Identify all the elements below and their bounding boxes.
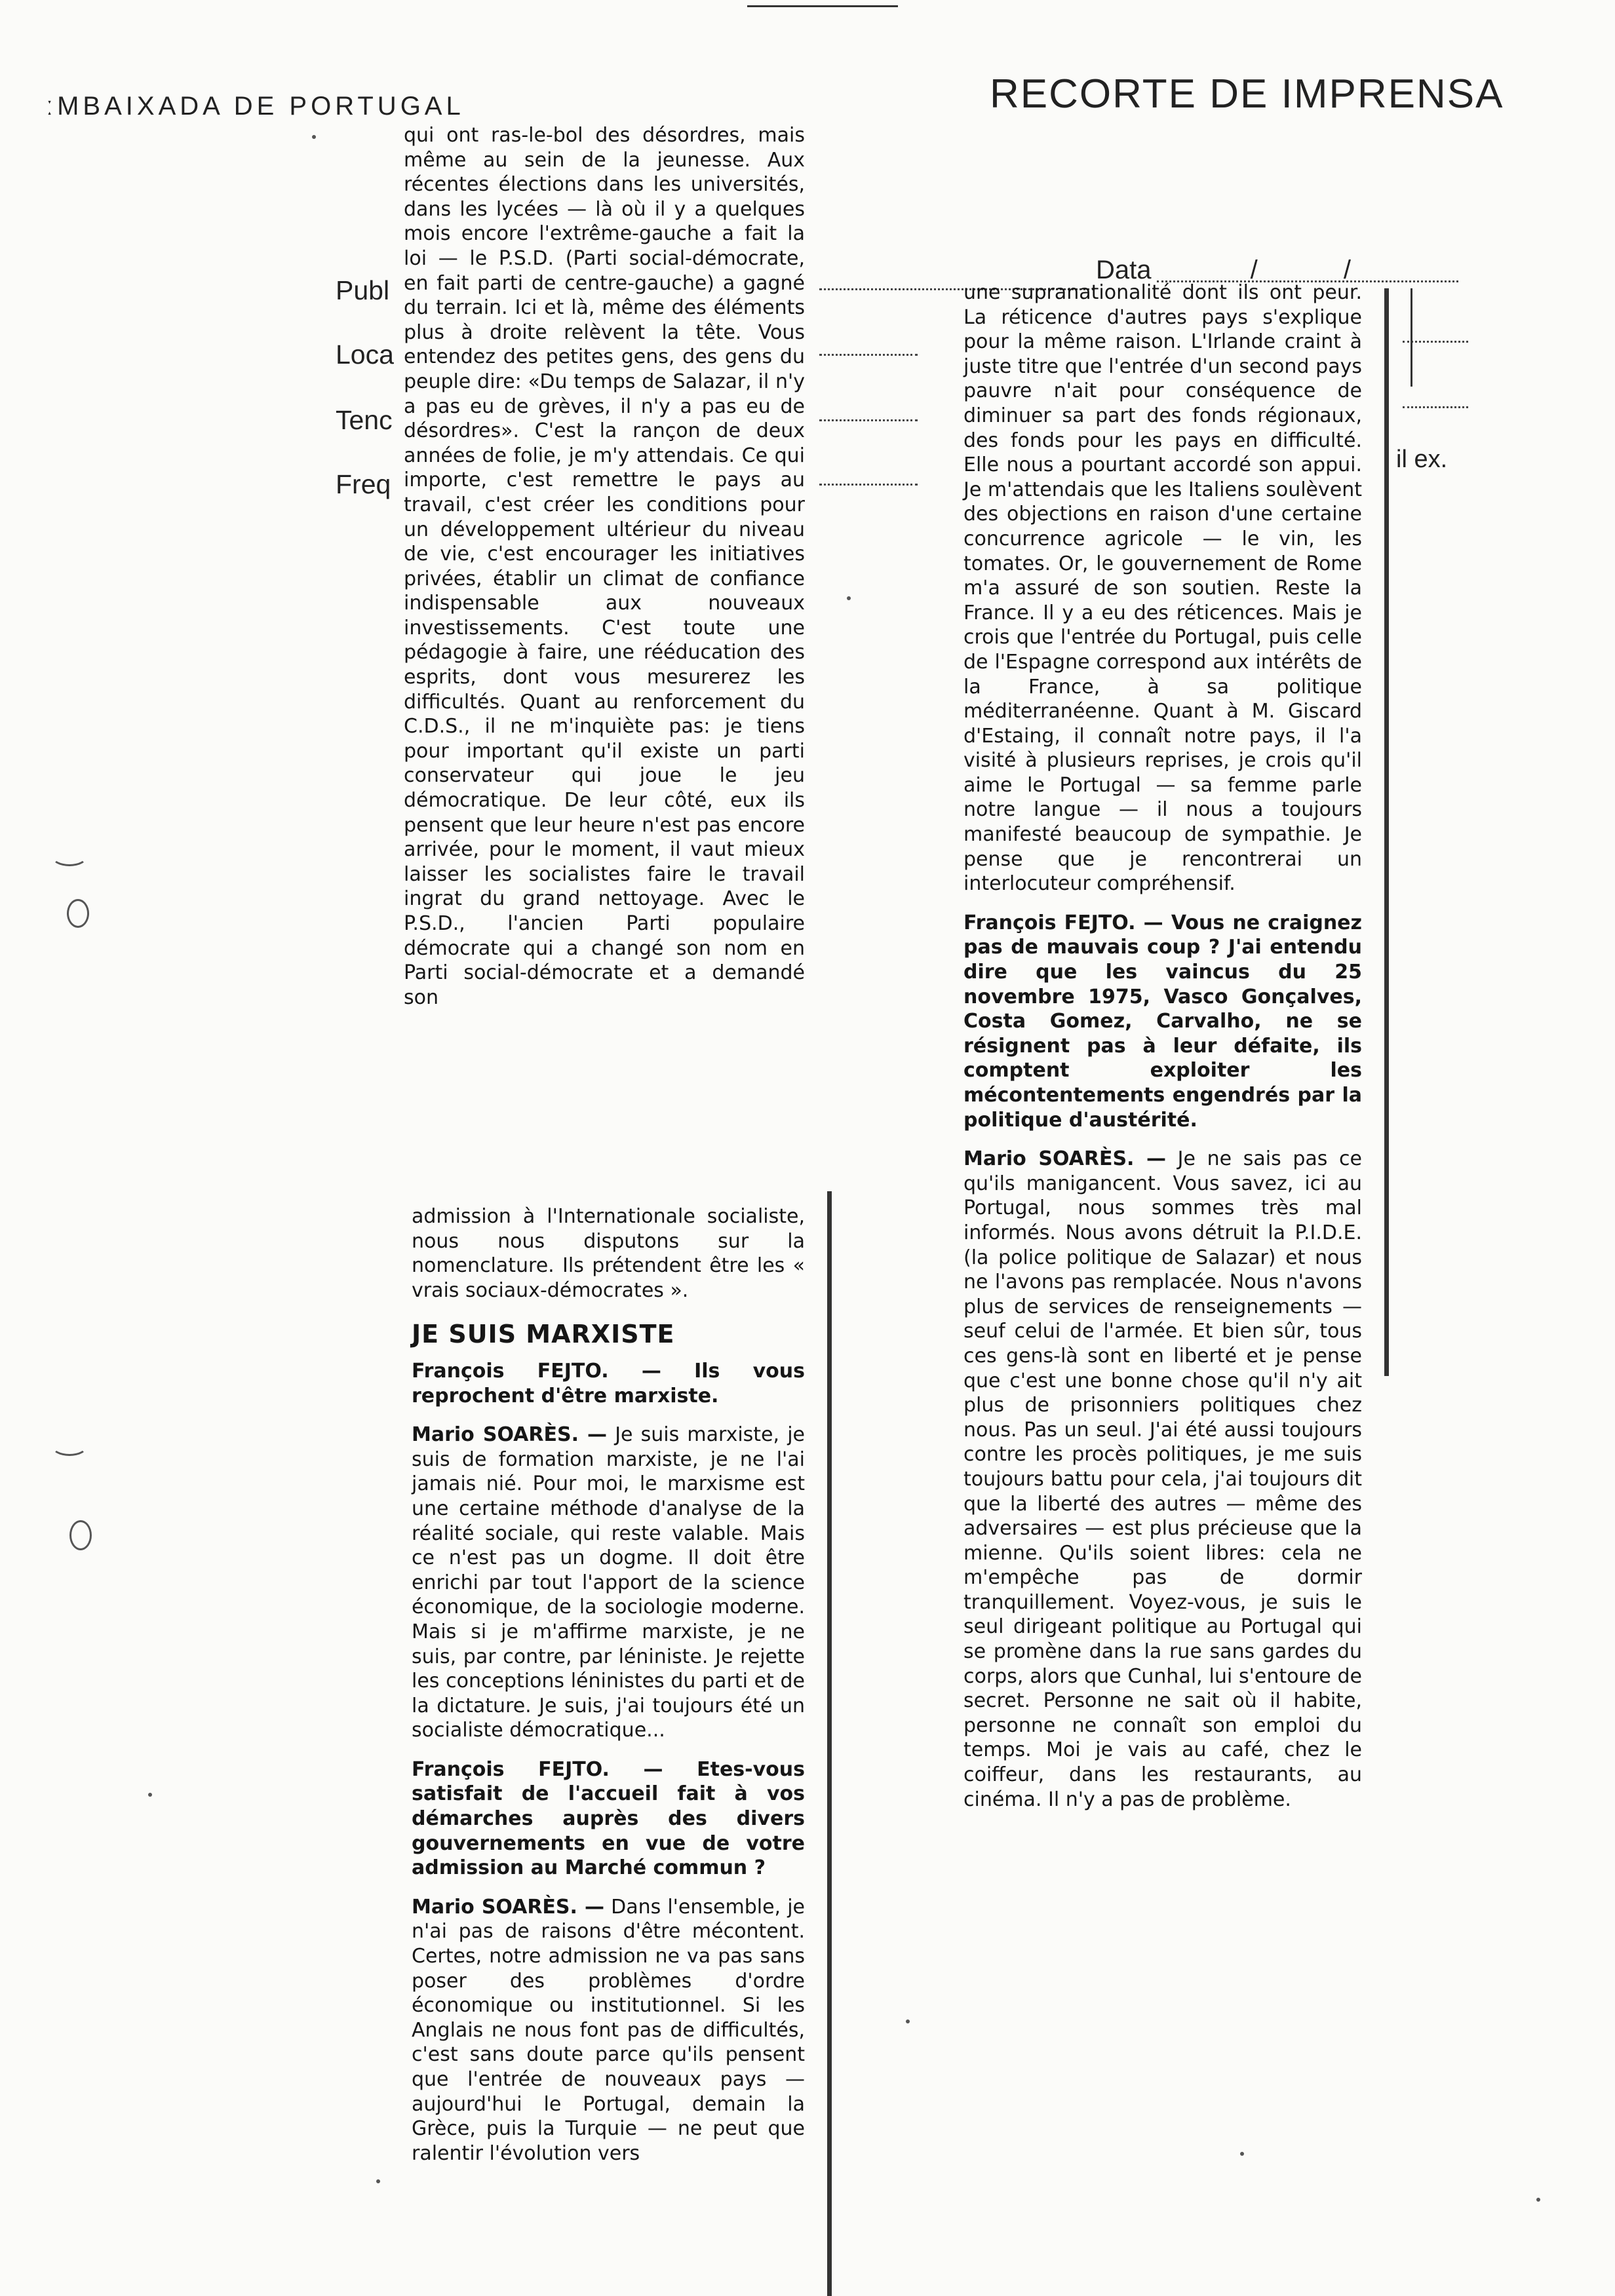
date-label-text: Data bbox=[1096, 256, 1152, 284]
form-label-publ: Publ bbox=[336, 275, 390, 305]
right-column bbox=[963, 280, 1362, 1812]
speck bbox=[847, 596, 851, 600]
article-paragraph: une supranationalité dont ils ont peur. La réticence d'autres pays s'explique pour la même raison. L'Irlande craint à juste titre que l'entrée d'un second pays pauvre n'ait pour conséquence de diminuer sa part des fonds régionaux, des fonds pour les pays en difficulté. Elle nous a pourtant accordé son appui. Je m'attendais que les Italiens soulèvent des objections en raison d'une certaine concurrence agricole — le vin, les tomates. Or, le gouvernement de Rome m'a assuré de son soutien. Reste la France. Il y a eu des réticences. Mais je crois que l'entrée du Portugal, puis celle de l'Espagne correspond aux intérêts de la France, à sa politique méditerranéenne. Quant à M. Giscard d'Estaing, il connaît notre pays, il l'a visité à plusieurs reprises, je crois qu'il aime le Portugal — sa femme parle notre langue — il nous a toujours manifesté beaucoup de sympathie. Je pense que je rencontrerai un interlocuteur compréhensif. bbox=[963, 281, 1362, 896]
speck bbox=[1536, 2198, 1540, 2202]
answer-text: Je suis marxiste, je suis de formation marxiste, je ne l'ai jamais nié. Pour moi, le marxisme est une certaine méthode d'analyse de la réalité sociale, qui reste valable. Mais ce n'est pas un dogme. Il doit être enrichi par tout l'apport de la science économique, de la sociologie moderne. Mais si je m'affirme marxiste, je ne suis, par contre, par léniniste. Je rejette les conceptions léninistes du parti et de la dictature. Je suis, j'ai toujours été un socialiste démocratique... bbox=[412, 1423, 805, 1742]
top-rule bbox=[747, 5, 898, 7]
speck bbox=[1240, 2152, 1244, 2156]
speaker-name: François FEJTO. — bbox=[412, 1359, 661, 1383]
speaker-name: François FEJTO. — bbox=[412, 1757, 663, 1781]
speaker-name: Mario SOARÈS. — bbox=[412, 1895, 604, 1919]
article-paragraph: admission à l'Internationale socialiste, nous nous disputons sur la nomenclature. Ils prétendent être les « vrais sociaux-démocrates ». bbox=[412, 1205, 805, 1302]
clipping-edge-mark bbox=[1411, 288, 1412, 387]
answer-text: Dans l'ensemble, je n'ai pas de raisons d'être mécontent. Certes, notre admission ne va pas sans poser des problèmes d'ordre économique ou institutionnel. Si les Anglais ne nous font pas de difficultés, c'est sans doute parce qu'ils pensent que l'entrée de nouveaux pays — aujourd'hui le Portugal, demain la Grèce, puis la Turquie — ne peut que ralentir l'évolution vers bbox=[412, 1895, 805, 2165]
left-column-lower bbox=[412, 1204, 805, 2166]
clipping-edge-left bbox=[827, 1191, 832, 2296]
left-column-upper bbox=[404, 123, 805, 1010]
section-heading: JE SUIS MARXISTE bbox=[412, 1320, 675, 1349]
tenc-dotted-line bbox=[819, 419, 918, 421]
press-clipping-header: RECORTE DE IMPRENSA bbox=[990, 71, 1504, 117]
speck bbox=[148, 1793, 152, 1797]
right-dotted-line-2 bbox=[1403, 406, 1468, 408]
answer-text: Je ne sais pas ce qu'ils manigancent. Vous savez, ici au Portugal, nous sommes très mal informés. Nous avons détruit la P.I.D.E. (la police politique de Salazar) et nous ne l'avons pas remplacée. Nous n'avons plus de services de renseignements — seuf celui de l'armée. Et bien sûr, tous ces gens-là sont en liberté et je pense que c'est une bonne chose qu'il n'y ait plus de prisonniers politiques chez nous. Pas un seul. J'ai été aussi toujours contre les procès politiques, je me suis toujours battu pour cela, j'ai toujours dit que la liberté des autres — même des adversaires — est plus précieuse que la mienne. Qu'ils soient libres: cela ne m'empêche pas de dormir tranquillement. Voyez-vous, je suis le seul dirigeant politique au Portugal qui se promène dans la rue sans gardes du corps, alors que Cunhal, lui s'entoure de secret. Personne ne sait où il habite, personne ne connaît son emploi du temps. Moi je vais au café, chez le coiffeur, dans les restaurants, au cinéma. Il n'y a pas de problème. bbox=[963, 1147, 1363, 1811]
speaker-name: Mario SOARÈS. — bbox=[412, 1423, 608, 1447]
right-dotted-line-1 bbox=[1403, 341, 1468, 343]
interview-answer bbox=[412, 1895, 805, 2166]
speaker-name: Mario SOARÈS. — bbox=[963, 1147, 1167, 1171]
punch-hole-mark bbox=[51, 845, 88, 866]
article-paragraph: qui ont ras-le-bol des désordres, mais même au sein de la jeunesse. Aux récentes élections dans les universités, dans les lycées — là où il y a quelques mois encore l'extrême-gauche a fait la loi — le P.S.D. (Parti social-démocrate, en fait parti de centre-gauche) a gagné du terrain. Ici et là, même des éléments plus à droite relèvent la tête. Vous entendez des petites gens, des gens du peuple dire: «Du temps de Salazar, il n'y a pas eu de grèves, il n'y a pas eu de désordres». C'est la rançon de deux années de folie, je m'y attendais. Ce qui importe, c'est remettre le pays au travail, c'est créer les conditions pour un développement ultérieur du niveau de vie, c'est encourager les initiatives privées, établir un climat de confiance indispensable aux nouveaux investissements. C'est toute une pédagogie à faire, une rééducation des esprits, dont vous mesurerez les difficultés. Quant au renforcement du C.D.S., il ne m'inquiète pas: je tiens pour important qu'il existe un parti conservateur qui joue le jeu démocratique. De leur côté, eux ils pensent que leur heure n'est pas encore arrivée, pour le moment, il vaut mieux laisser les socialistes faire le travail ingrat du grand nettoyage. Avec le P.S.D., l'ancien Parti populaire démocrate qui a changé son nom en Parti social-démocrate et a demandé son bbox=[404, 124, 805, 1009]
speaker-name: François FEJTO. — bbox=[963, 911, 1163, 934]
interview-question bbox=[412, 1757, 805, 1881]
interview-answer bbox=[412, 1423, 805, 1743]
clipping-edge-right bbox=[1384, 288, 1389, 1376]
date-separator-2: / bbox=[1343, 256, 1351, 284]
question-text: Ils vous reprochent d'être marxiste. bbox=[412, 1359, 805, 1407]
interview-answer bbox=[963, 1147, 1362, 1812]
embassy-header: ːMBAIXADA DE PORTUGAL bbox=[46, 92, 465, 121]
date-separator-1: / bbox=[1250, 256, 1258, 284]
punch-hole-mark bbox=[51, 1435, 88, 1456]
speck bbox=[906, 2019, 910, 2023]
loca-dotted-line bbox=[819, 354, 918, 356]
question-text: Etes-vous satisfait de l'accueil fait à vos démarches auprès des divers gouvernements en vue de votre admission au Marché commun ? bbox=[412, 1757, 805, 1880]
copies-fragment: il ex. bbox=[1396, 446, 1448, 473]
interview-question bbox=[412, 1359, 805, 1408]
punch-hole-mark bbox=[69, 1520, 92, 1550]
form-label-loca: Loca bbox=[336, 339, 394, 370]
speck bbox=[376, 2179, 380, 2183]
form-label-freq: Freq bbox=[336, 469, 391, 499]
freq-dotted-line bbox=[819, 484, 918, 486]
question-text: Vous ne craignez pas de mauvais coup ? J'ai entendu dire que les vaincus du 25 novembre 1975, Vasco Gonçalves, Costa Gomez, Carvalho, ne se résignent pas à leur défaite, ils comptent exploiter les mécontentements engendrés par la politique d'austérité. bbox=[963, 911, 1362, 1132]
interview-question bbox=[963, 911, 1362, 1132]
punch-hole-mark bbox=[67, 899, 89, 928]
form-label-tenc: Tenc bbox=[336, 405, 393, 435]
speck bbox=[312, 135, 316, 139]
